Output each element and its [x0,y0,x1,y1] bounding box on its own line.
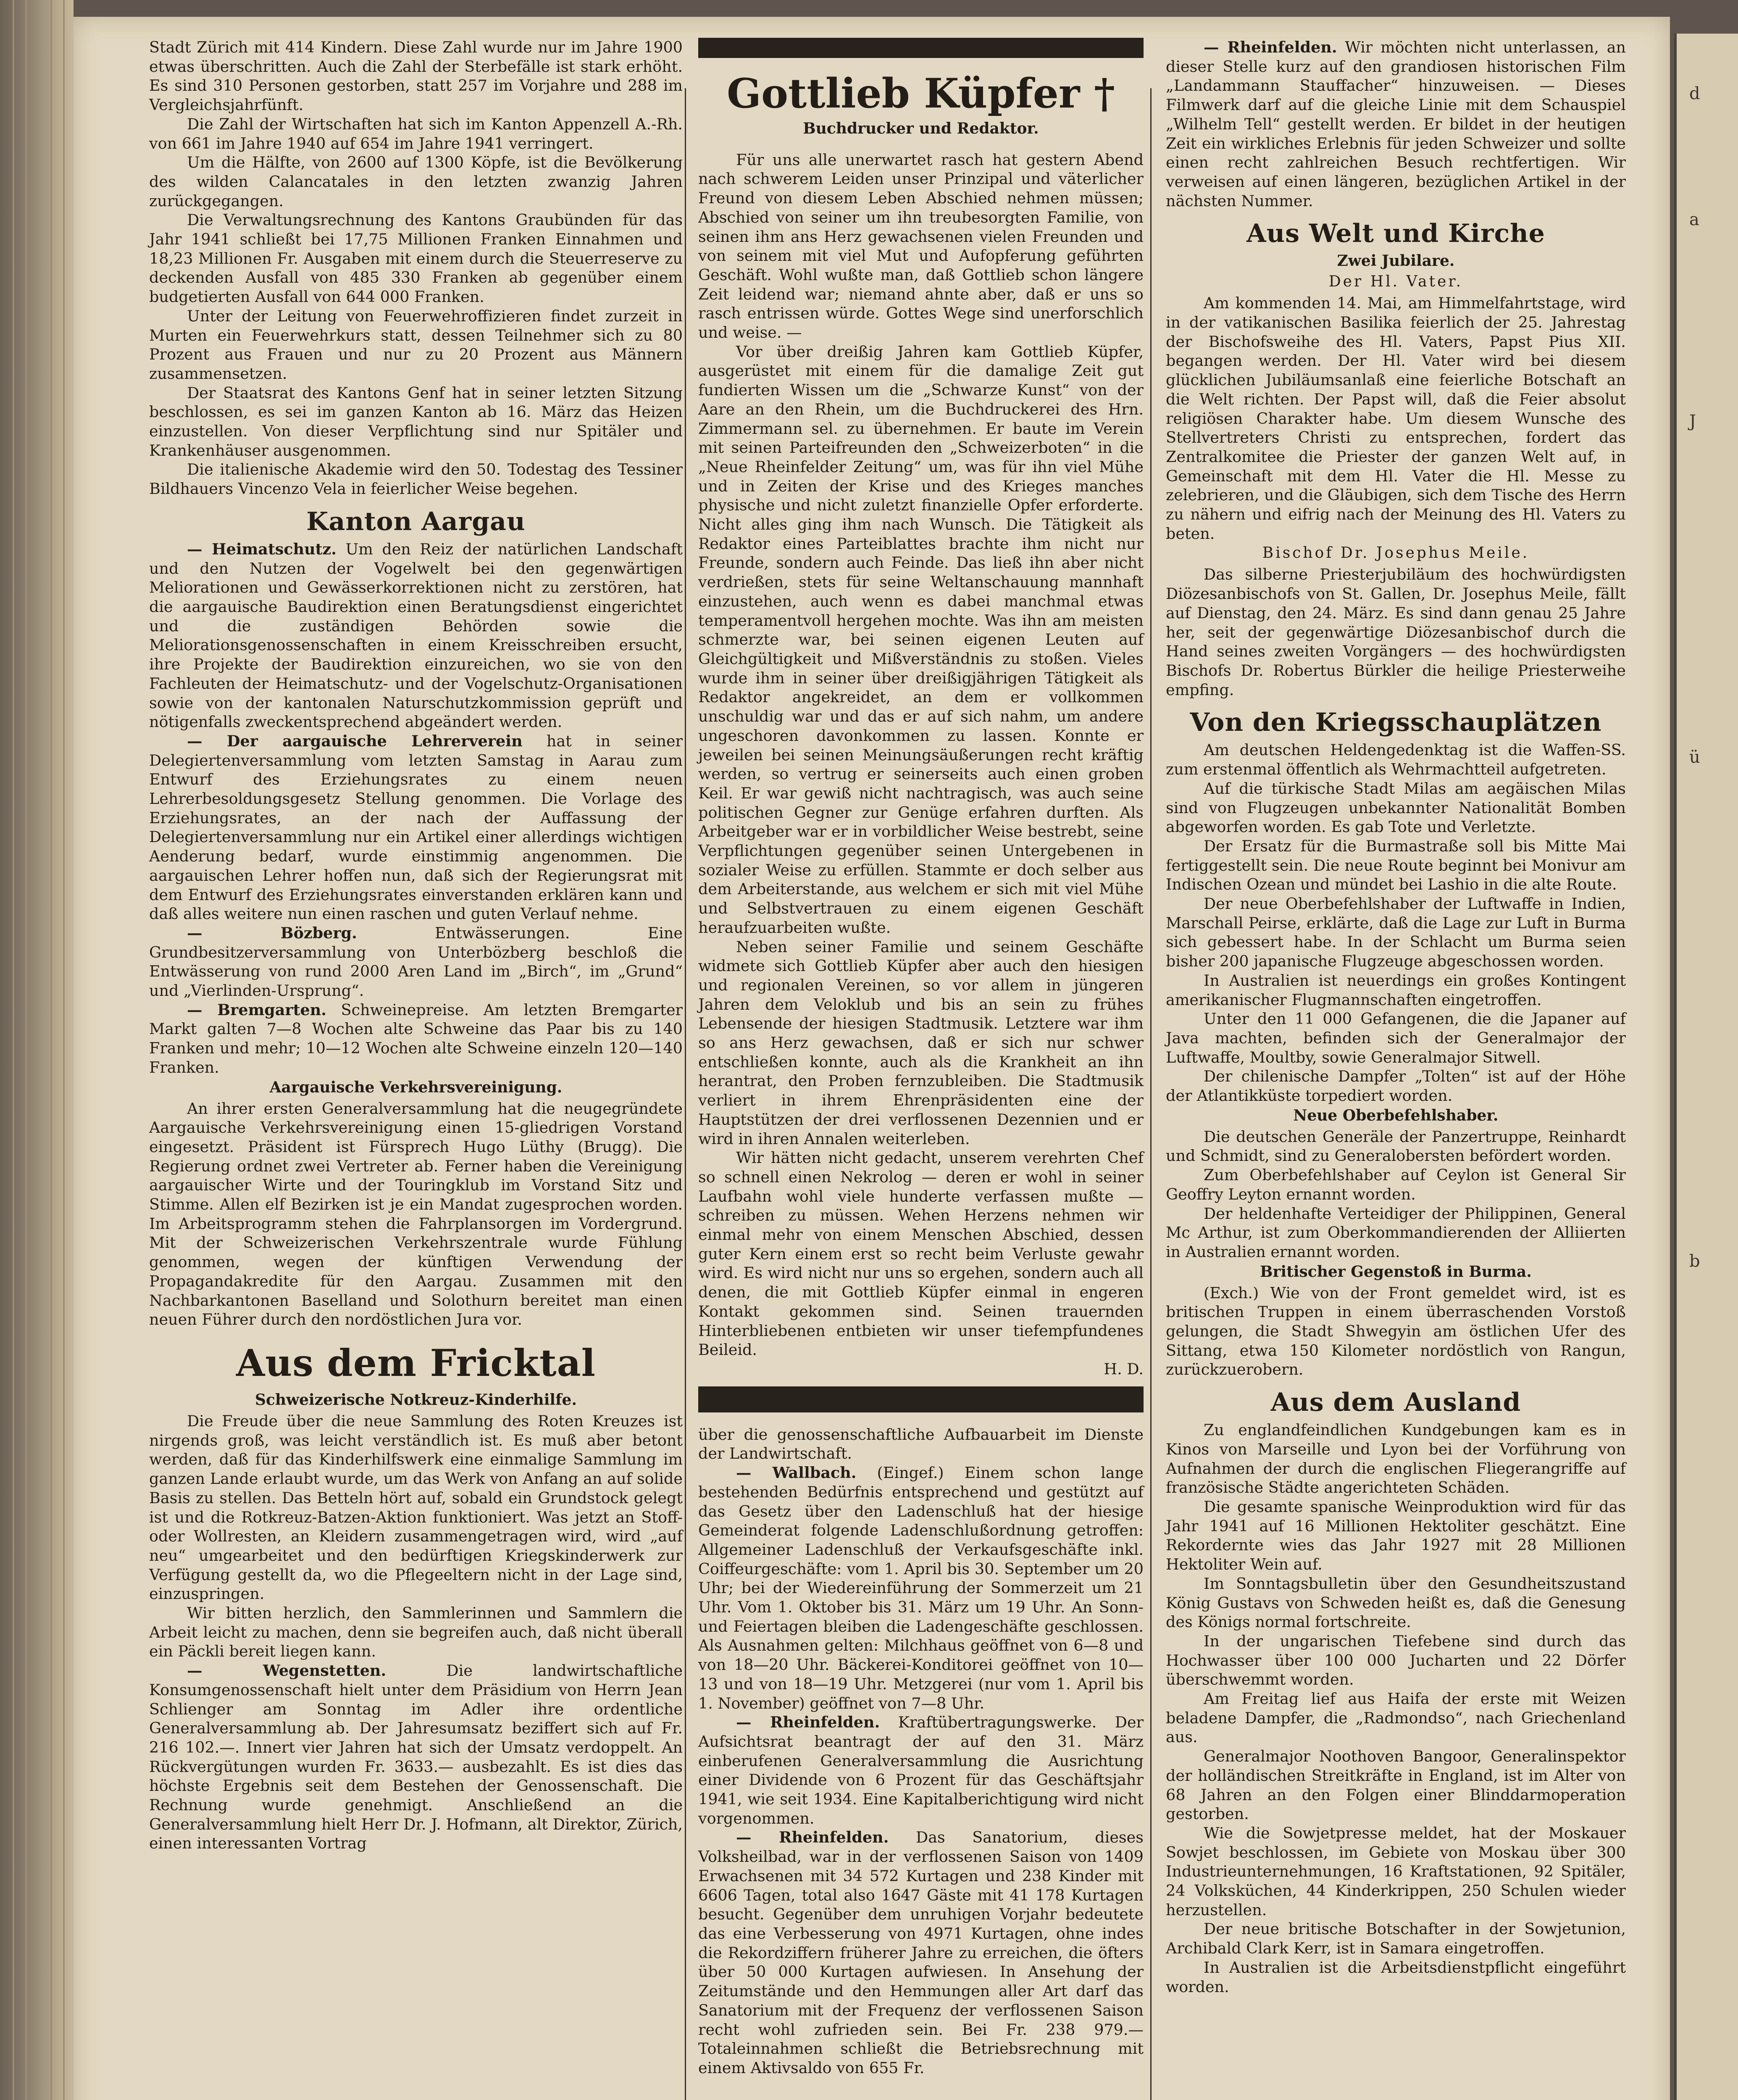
item-text: hat in seiner Delegiertenversammlung vom letzten Samstag in Aarau zum Entwurf des Erziehungsrates zu einem neuen Lehrerbesoldungsgesetz Stellung genommen. Die Vorlage des Erziehungsrates, an der nach der Auffassung der Delegiertenversammlung nur ein Artikel einer allerdings wichtigen Aenderung bedarf, wurde einstimmig angenommen. Die aargauischen Lehrer hoffen nun, daß sich der Regierungsrat mit dem Entwurf des Erziehungsrates einverstanden erklären kann und daß alles weitere nun einen raschen und guten Verlauf nehme. [149,732,683,923]
paragraph: Der neue Oberbefehlshaber der Luftwaffe in Indien, Marschall Peirse, erklärte, daß die Lage zur Luft in Burma sich gebessert habe. In der Schlacht um Burma seien bisher 200 japanische Flugzeuge abgeschossen worden. [1166,895,1626,971]
column-2 [698,38,1144,2078]
section-heading: Aus Welt und Kirche [1246,219,1545,249]
paragraph: Der neue britische Botschafter in der Sowjetunion, Archibald Clark Kerr, ist in Samara eingetroffen. [1166,1920,1626,1958]
paragraph: Unter der Leitung von Feuerwehroffizieren findet zurzeit in Murten ein Feuerwehrkurs statt, dessen Teilnehmer sich zu 80 Prozent aus Frauen und nur zu 20 Prozent aus Männern zusammensetzen. [149,307,683,383]
item-text: Kraftübertragungswerke. Der Aufsichtsrat beantragt der auf den 31. März einberufenen Generalversammlung die Ausrichtung einer Dividende von 6 Prozent für das Geschäftsjahr 1941, wie seit 1934. Eine Kapitalberichtigung wird nicht vorgenommen. [698,1713,1144,1827]
paragraph: Generalmajor Noothoven Bangoor, Generalinspektor der holländischen Streitkräfte in England, ist im Alter von 68 Jahren an den Folgen einer Blinddarmoperation gestorben. [1166,1747,1626,1823]
subheading: Aargauische Verkehrsvereinigung. [269,1078,563,1096]
paragraph: Der Ersatz für die Burmastraße soll bis Mitte Mai fertiggestellt sein. Die neue Route beginnt bei Monivur am Indischen Ozean und mündet bei Lashio in die alte Route. [1166,837,1626,894]
text-fragment: d [1689,84,1700,103]
obituary-title: Gottlieb Küpfer † [726,70,1115,117]
column-rule [1150,88,1152,2100]
text-fragment: a [1689,210,1699,229]
subheading: Schweizerische Notkreuz-Kinderhilfe. [255,1391,577,1409]
paragraph: Am Freitag lief aus Haifa der erste mit Weizen beladene Dampfer, die „Radmondso“, nach Griechenland aus. [1166,1690,1626,1746]
paragraph: Für uns alle unerwartet rasch hat gestern Abend nach schwerem Leiden unser Prinzipal und väterlicher Freund von diesem Leben Abschied nehmen müssen; Abschied von seiner um ihn treubesorgten Familie, von seinen ihm ans Herz gewachsenen vielen Freunden und von seinem mit viel Mut und Aufopferung geführten Geschäft. Wohl wußte man, daß Gottlieb schon längere Zeit leidend war; niemand ahnte aber, daß er uns so rasch entrissen würde. Gottes Wege sind unerforschlich und weise. — [698,150,1144,342]
paragraph: (Exch.) Wie von der Front gemeldet wird, ist es britischen Truppen in einem überraschenden Vorstoß gelungen, die Stadt Shwegyin am östlichen Ufer des Sittang, etwa 150 Kilometer nordöstlich von Rangun, zurückzuerobern. [1166,1284,1626,1379]
text-fragment: b [1689,1252,1700,1271]
subheading: Bischof Dr. Josephus Meile. [1262,544,1530,562]
section-heading: Aus dem Ausland [1270,1388,1521,1418]
paragraph: Zu englandfeindlichen Kundgebungen kam es in Kinos von Marseille und Lyon bei der Vorführung von Aufnahmen der durch die englischen Fliegerangriffe auf französische Städte angerichteten Schäden. [1166,1421,1626,1497]
column-rule [685,88,686,2100]
book-page-stack [0,0,74,2100]
paragraph: Der chilenische Dampfer „Tolten“ ist auf der Höhe der Atlantikküste torpediert worden. [1166,1067,1626,1105]
paragraph: Neben seiner Familie und seinem Geschäfte widmete sich Gottlieb Küpfer aber auch den hiesigen und regionalen Vereinen, so vor allem in jüngeren Jahren dem Veloklub und bis an sein zu frühes Lebensende der hiesigen Stadtmusik. Letztere war ihm so ans Herz gewachsen, daß er sich nur schwer entschließen konnte, auch als die Krankheit an ihn herantrat, den Proben fernzubleiben. Die Stadtmusik verliert in ihrem Ehrenpräsidenten eine der Hauptstützen der drei verflossenen Dezennien und er wird in ihren Annalen weiterleben. [698,937,1144,1148]
item-text: Das Sanatorium, dieses Volksheilbad, war in der verflossenen Saison von 1409 Erwachsenen mit 34 572 Kurtagen und 238 Kinder mit 6606 Tagen, total also 1647 Gäste mit 41 178 Kurtagen besucht. Gegenüber dem unruhigen Vorjahr bedeutete das eine Verbesserung von 4971 Kurtagen, ohne indes die Rekordziffern früherer Jahre zu erreichen, die öfters über 50 000 Kurtagen aufwiesen. In Ansehung der Zeitumstände und den Hemmungen aller Art darf das Sanatorium mit der Frequenz der verflossenen Saison recht wohl zufrieden sein. Bei Fr. 238 979.— Totaleinnahmen schließt die Betriebsrechnung mit einem Aktivsaldo von 655 Fr. [698,1828,1144,2077]
paragraph: Wie die Sowjetpresse meldet, hat der Moskauer Sowjet beschlossen, im Gebiete von Moskau über 300 Industrieunternehmungen, 16 Kraftstationen, 92 Spitäler, 24 Volksküchen, 44 Kinderkrippen, 250 Schulen wieder herzustellen. [1166,1824,1626,1919]
news-item [698,1828,1144,2077]
obituary-subtitle: Buchdrucker und Redaktor. [803,120,1039,137]
subheading: Britischer Gegenstoß in Burma. [1260,1263,1532,1281]
section-heading: Aus dem Fricktal [236,1341,596,1385]
paragraph: Das silberne Priesterjubiläum des hochwürdigsten Diözesanbischofs von St. Gallen, Dr. Josephus Meile, fällt auf Dienstag, den 24. März. Es sind dann genau 25 Jahre her, seit der gegenwärtige Diözesanbischof durch die Hand seines zweiten Vorgängers — des hochwürdigsten Bischofs Dr. Robertus Bürkler die heilige Priesterweihe empfing. [1166,565,1626,699]
mourning-bar [698,1386,1144,1412]
paragraph: Die Freude über die neue Sammlung des Roten Kreuzes ist nirgends groß, was leicht verständlich ist. Es muß aber betont werden, daß für das Kinderhilfswerk eine einmalige Sammlung im ganzen Lande erlaubt wurde, um das Werk von Anfang an auf solide Basis zu stellen. Das Betteln hört auf, sobald ein Grundstock gelegt ist und die Rotkreuz-Batzen-Aktion funktioniert. Was jetzt an Stoff- oder Wollresten, an Kleidern zusammengetragen wird, wird „auf neu“ umgearbeitet und den bedürftigen Kriegskinderwerk zur Verfügung gestellt da, wo die Pflegeeltern nicht in der Lage sind, einzuspringen. [149,1412,683,1603]
news-item [149,1000,683,1077]
news-item [698,1463,1144,1713]
item-lead: — Heimatschutz. [187,540,337,558]
news-item [149,924,683,1000]
item-lead: — Wallbach. [736,1464,857,1482]
paragraph: Die italienische Akademie wird den 50. Todestag des Tessiner Bildhauers Vincenzo Vela in feierlicher Weise begehen. [149,460,683,498]
item-lead: — Wegenstetten. [187,1662,387,1680]
paragraph: An ihrer ersten Generalversammlung hat die neugegründete Aargauische Verkehrsvereinigung einen 15-gliedrigen Vorstand eingesetzt. Präsident ist Fürsprech Hugo Lüthy (Brugg). Die Regierung ordnet zwei Vertreter ab. Ferner haben die Vereinigung aargauischer Wirte und der Touringklub im Vorstand Sitz und Stimme. Allen elf Bezirken ist je ein Mandat zugesprochen worden. Im Arbeitsprogramm stehen die Fahrplansorgen im Vordergrund. Mit der Schweizerischen Verkehrszentrale wurde Fühlung genommen, wegen der künftigen Verwendung der Propagandakredite für den Aargau. Zusammen mit den Nachbarkantonen Baselland und Solothurn bereitet man einen neuen Führer durch den nordöstlichen Jura vor. [149,1099,683,1329]
paragraph: Zum Oberbefehlshaber auf Ceylon ist General Sir Geoffry Leyton ernannt worden. [1166,1166,1626,1203]
paragraph: Stadt Zürich mit 414 Kindern. Diese Zahl wurde nur im Jahre 1900 etwas überschritten. Auch die Zahl der Sterbefälle ist stark erhöht. Es sind 310 Personen gestorben, statt 257 im Vorjahre und 288 im Vergleichsjahrfünft. [149,38,683,114]
obituary-signature: H. D. [1104,1360,1144,1378]
section-heading: Kanton Aargau [306,507,526,536]
subheading: Der Hl. Vater. [1328,273,1463,291]
item-lead: — Bremgarten. [187,1000,326,1019]
paragraph: Wir bitten herzlich, den Sammlerinnen und Sammlern die Arbeit leicht zu machen, denn sie begreifen auch, daß nicht überall ein Päckli bereit liegen kann. [149,1604,683,1661]
item-text: Wir möchten nicht unterlassen, an dieser Stelle kurz auf den grandiosen historischen Film „Landammann Stauffacher“ hinzuweisen. — Dieses Filmwerk darf auf die gleiche Linie mit dem Schauspiel „Wilhelm Tell“ gestellt werden. Er bildet in der heutigen Zeit ein wirkliches Erlebnis für jeden Schweizer und sollte einen recht zahlreichen Besuch rechtfertigen. Wir verweisen auf einen längeren, bezüglichen Artikel in der nächsten Nummer. [1166,38,1626,210]
news-item [1166,38,1626,210]
subheading: Zwei Jubilare. [1337,252,1455,270]
item-lead: — Rheinfelden. [736,1713,880,1732]
paragraph: Auf die türkische Stadt Milas am aegäischen Milas sind von Flugzeugen unbekannter Nationalität Bomben abgeworfen worden. Es gab Tote und Verletzte. [1166,779,1626,836]
paragraph: Unter den 11 000 Gefangenen, die die Japaner auf Java machten, befinden sich der Generalmajor der Luftwaffe, Moultby, sowie Generalmajor Sitwell. [1166,1010,1626,1066]
news-item [149,1661,683,1853]
paragraph: Die Zahl der Wirtschaften hat sich im Kanton Appenzell A.-Rh. von 661 im Jahre 1940 auf 654 im Jahre 1941 verringert. [149,115,683,152]
text-fragment: J [1689,412,1696,431]
paragraph: Wir hätten nicht gedacht, unserem verehrten Chef so schnell einen Nekrolog — deren er wohl in seiner Laufbahn wohl viele hunderte verfassen mußte — schreiben zu müssen. Wehen Herzens nehmen wir einmal mehr von einem Menschen Abschied, dessen guter Kern einem erst so recht beim Verluste gewahr wird. Es wird nicht nur uns so ergehen, sondern auch all denen, die mit Gottlieb Küpfer einmal in engeren Kontakt gekommen sind. Seinen trauernden Hinterbliebenen entbieten wir unser tiefempfundenes Beileid. [698,1149,1144,1359]
item-text: Um den Reiz der natürlichen Landschaft und den Nutzen der Vogelwelt bei den gegenwärtigen Meliorationen und Gewässerkorrektionen nicht zu zerstören, hat die aargauische Baudirektion einen Beratungsdienst eingerichtet und die zuständigen Behörden sowie die Meliorationsgenossenschaften in einem Kreisschreiben ersucht, ihre Projekte der Baudirektion einzureichen, wo sie von den Fachleuten der Heimatschutz- und der Vogelschutz-Organisationen sowie von der kantonalen Naturschutzkommission geprüft und nötigenfalls zweckentsprechend abgeändert werden. [149,540,683,731]
item-lead: — Rheinfelden. [1204,38,1337,56]
section-heading: Von den Kriegsschauplätzen [1190,708,1602,738]
paragraph: In der ungarischen Tiefebene sind durch das Hochwasser über 100 000 Jucharten und 22 Dörfer überschwemmt worden. [1166,1632,1626,1689]
paragraph: Im Sonntagsbulletin über den Gesundheitszustand König Gustavs von Schweden heißt es, daß die Genesung des Königs normal fortschreite. [1166,1574,1626,1631]
paragraph: Vor über dreißig Jahren kam Gottlieb Küpfer, ausgerüstet mit einem für die damalige Zeit gut fundierten Wissen um die „Schwarze Kunst“ von der Aare an den Rhein, um die Buchdruckerei des Hrn. Zimmermann sel. zu übernehmen. Er baute im Verein mit seinen Parteifreunden den „Schweizerboten“ in die „Neue Rheinfelder Zeitung“ um, was für ihn viel Mühe und in Zeiten der Krise und des Krieges manches physische und nicht zuletzt finanzielle Opfer erforderte. Nicht alles ging ihm nach Wunsch. Die Tätigkeit als Redaktor eines Parteiblattes brachte ihm nicht nur Freunde, sondern auch Feinde. Das ließ ihn aber nicht verdrießen, stets für seine Weltanschauung mannhaft einzustehen, auch wenn es dabei manchmal etwas temperamentvoll hergehen mochte. Was ihn am meisten schmerzte war, bei seinen eigenen Leuten auf Gleichgültigkeit und Mißverständnis zu stoßen. Vieles wurde ihm in seiner über dreißigjährigen Tätigkeit als Redaktor angekreidet, an dem er vollkommen unschuldig war und das er auf sich nahm, um andere ungeschoren davonkommen zu lassen. Konnte er jeweilen bei seinen Meinungsäußerungen recht kräftig werden, so vertrug er seinerseits auch einen groben Keil. Er war gewiß nicht nachtragisch, was auch seine politischen Gegner zur Genüge erfahren durften. Als Arbeitgeber war er in vorbildlicher Weise bestrebt, seine Verpflichtungen gegenüber seinen Untergebenen in sozialer Weise zu erfüllen. Stammte er doch selber aus dem Arbeiterstande, aus welchem er sich mit viel Mühe und Selbstvertrauen zu einem eigenen Geschäft heraufzuarbeiten wußte. [698,342,1144,937]
paragraph: Die gesamte spanische Weinproduktion wird für das Jahr 1941 auf 16 Millionen Hektoliter geschätzt. Eine Rekordernte wies das Jahr 1927 mit 28 Millionen Hektoliter Wein auf. [1166,1498,1626,1574]
paragraph: Um die Hälfte, von 2600 auf 1300 Köpfe, ist die Bevölkerung des wilden Calancatales in den letzten zwanzig Jahren zurückgegangen. [149,153,683,210]
item-text: (Eingef.) Einem schon lange bestehenden Bedürfnis entsprechend und gestützt auf das Gesetz über den Ladenschluß hat der hiesige Gemeinderat folgende Ladenschlußordnung getroffen: Allgemeiner Ladenschluß der Verkaufsgeschäfte inkl. Coiffeurgeschäfte: vom 1. April bis 30. September um 20 Uhr; bei der Wiedereinführung der Sommerzeit um 21 Uhr. Vom 1. Oktober bis 31. März um 19 Uhr. An Sonn- und Feiertagen bleiben die Ladengeschäfte geschlossen. Als Ausnahmen gelten: Milchhaus geöffnet von 6—8 und von 18—20 Uhr. Bäckerei-Konditorei geöffnet von 10—13 und von 18—19 Uhr. Metzgerei (nur vom 1. April bis 1. November) geöffnet von 7—8 Uhr. [698,1464,1144,1712]
paragraph: Am kommenden 14. Mai, am Himmelfahrtstage, wird in der vatikanischen Basilika feierlich der 25. Jahrestag der Bischofsweihe des Hl. Vaters, Papst Pius XII. begangen werden. Der Hl. Vater wird bei diesem glücklichen Jubiläumsanlaß eine feierliche Botschaft an die Welt richten. Der Papst will, daß die Feier absolut religiösen Charakter habe. Um diesem Wunsche des Stellvertreters Christi zu entsprechen, fordert das Zentralkomitee die Priester der ganzen Welt auf, in Gemeinschaft mit dem Hl. Vater die Hl. Messe zu zelebrieren, und die Gläubigen, sich dem Tische des Herrn zu nähern und eifrig nach der Meinung des Hl. Vaters zu beten. [1166,294,1626,543]
item-lead: — Bözberg. [187,924,357,942]
paragraph: In Australien ist neuerdings ein großes Kontingent amerikanischer Flugmannschaften eingetroffen. [1166,971,1626,1009]
paragraph: Die Verwaltungsrechnung des Kantons Graubünden für das Jahr 1941 schließt bei 17,75 Millionen Franken Einnahmen und 18,23 Millionen Fr. Ausgaben mit einem durch die Steuerreserve zu deckenden Ausfall von 485 330 Franken ab gegenüber einem budgetierten Ausfall von 644 000 Franken. [149,211,683,306]
column-3 [1166,38,1626,1996]
item-text: Die landwirtschaftliche Konsumgenossenschaft hielt unter dem Präsidium von Herrn Jean Schlienger am Sonntag im Adler ihre ordentliche Generalversammlung ab. Der Jahresumsatz beziffert sich auf Fr. 216 102.—. Innert vier Jahren hat sich der Umsatz verdoppelt. An Rückvergütungen wurden Fr. 3633.— ausbezahlt. Es ist dies das höchste Ergebnis seit dem Bestehen der Genossenschaft. Die Rechnung wurde genehmigt. Anschließend an die Generalversammlung hielt Herr Dr. J. Hofmann, alt Direktor, Zürich, einen interessanten Vortrag [149,1662,683,1853]
paragraph: Am deutschen Heldengedenktag ist die Waffen-SS. zum erstenmal öffentlich als Wehrmachtteil aufgetreten. [1166,741,1626,779]
paragraph: Der heldenhafte Verteidiger der Philippinen, General Mc Arthur, ist zum Oberkommandierenden der Alliierten in Australien ernannt worden. [1166,1204,1626,1261]
paragraph: In Australien ist die Arbeitsdienstpflicht eingeführt worden. [1166,1958,1626,1996]
paragraph: über die genossenschaftliche Aufbauarbeit im Dienste der Landwirtschaft. [698,1425,1144,1463]
item-lead: — Rheinfelden. [736,1828,889,1847]
item-text: Schweinepreise. Am letzten Bremgarter Markt galten 7—8 Wochen alte Schweine das Paar bis zu 140 Franken und mehr; 10—12 Wochen alte Schweine einzeln 120—140 Franken. [149,1000,683,1076]
paragraph: Der Staatsrat des Kantons Genf hat in seiner letzten Sitzung beschlossen, es sei im ganzen Kanton ab 16. März das Heizen einzustellen. Von dieser Verpflichtung sind nur Spitäler und Krankenhäuser ausgenommen. [149,383,683,459]
subheading: Neue Oberbefehlshaber. [1293,1106,1499,1124]
next-page-edge [1674,34,1738,2100]
paragraph: Die deutschen Generäle der Panzertruppe, Reinhardt und Schmidt, sind zu Generalobersten befördert worden. [1166,1127,1626,1165]
item-lead: — Der aargauische Lehrerverein [187,732,523,750]
column-1 [149,38,683,1853]
news-item [149,732,683,924]
news-item [149,540,683,732]
news-item [698,1713,1144,1828]
text-fragment: ü [1689,748,1700,767]
mourning-bar [698,38,1144,58]
item-text: Entwässerungen. Eine Grundbesitzerversammlung von Unterbözberg beschloß die Entwässerung von rund 2000 Aren Land im „Birch“, im „Grund“ und „Vierlinden-Ursprung“. [149,924,683,1000]
